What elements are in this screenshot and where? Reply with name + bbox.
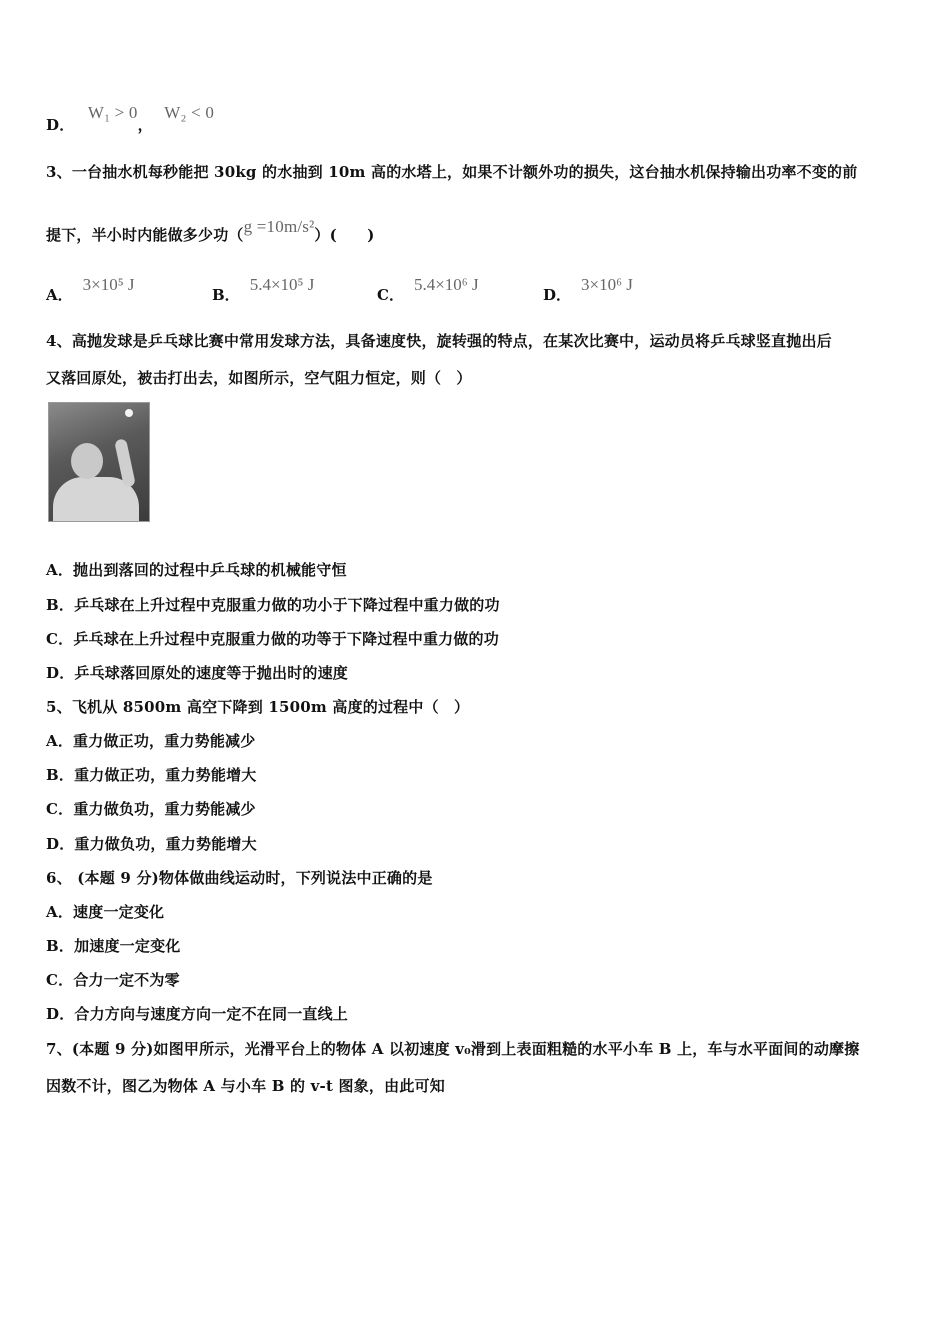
q3-option-d xyxy=(543,275,633,305)
table-tennis-photo xyxy=(48,402,150,522)
q5-option-a: A．重力做正功，重力势能减少 xyxy=(46,732,256,750)
q3-option-d-label: D． xyxy=(543,286,572,304)
q3-stem-math: g =10m/s² xyxy=(243,217,315,236)
q3-option-c-value: 5.4×10⁶ J xyxy=(413,275,479,294)
q3-option-b-label: B． xyxy=(212,286,240,304)
q4-option-a: A．抛出到落回的过程中乒乓球的机械能守恒 xyxy=(46,561,347,579)
q4-option-b: B．乒乓球在上升过程中克服重力做的功小于下降过程中重力做的功 xyxy=(46,596,500,614)
q3-option-b-value: 5.4×10⁵ J xyxy=(249,275,315,294)
q2-option-d-sep: ， xyxy=(137,116,153,134)
q5-stem: 5、飞机从 8500m 高空下降到 1500m 高度的过程中（ ） xyxy=(46,698,470,716)
q6-option-c: C．合力一定不为零 xyxy=(46,971,180,989)
q6-option-b: B．加速度一定变化 xyxy=(46,937,181,955)
q2-option-d-label: D． xyxy=(46,116,75,134)
q3-option-c-label: C． xyxy=(377,286,404,304)
q3-stem-post: ）( ) xyxy=(314,226,375,244)
ping-pong-ball xyxy=(125,409,133,417)
q3-option-a-label: A． xyxy=(46,286,73,304)
q5-option-c: C．重力做负功，重力势能减少 xyxy=(46,800,256,818)
q3-option-b xyxy=(212,275,315,305)
q6-option-d: D．合力方向与速度方向一定不在同一直线上 xyxy=(46,1005,349,1023)
q2-option-d xyxy=(46,103,215,135)
q2-option-d-math2: W₂ < 0 xyxy=(164,103,215,122)
q3-stem-pre: 提下，半小时内能做多少功（ xyxy=(46,226,244,244)
q7-stem-line1: 7、(本题 9 分)如图甲所示，光滑平台上的物体 A 以初速度 v₀滑到上表面粗糙的水平小车 B 上，车与水平面间的动摩擦 xyxy=(46,1040,860,1058)
q3-stem-line1: 3、一台抽水机每秒能把 30kg 的水抽到 10m 高的水塔上，如果不计额外功的损失，这台抽水机保持输出功率不变的前 xyxy=(46,163,858,181)
q3-option-a xyxy=(46,275,135,305)
q6-option-a: A．速度一定变化 xyxy=(46,903,165,921)
q5-option-d: D．重力做负功，重力势能增大 xyxy=(46,835,257,853)
q4-option-c: C．乒乓球在上升过程中克服重力做的功等于下降过程中重力做的功 xyxy=(46,630,499,648)
q2-option-d-math1: W₁ > 0 xyxy=(87,103,138,122)
q3-stem-line2 xyxy=(46,217,375,245)
q4-stem-line2: 又落回原处，被击打出去，如图所示，空气阻力恒定，则（ ） xyxy=(46,369,472,387)
q6-stem: 6、 (本题 9 分)物体做曲线运动时，下列说法中正确的是 xyxy=(46,869,433,887)
q4-stem-line1: 4、高抛发球是乒乓球比赛中常用发球方法，具备速度快，旋转强的特点，在某次比赛中，运动员将乒乓球竖直抛出后 xyxy=(46,332,832,350)
q3-option-c xyxy=(377,275,479,305)
q4-option-d: D．乒乓球落回原处的速度等于抛出时的速度 xyxy=(46,664,349,682)
q3-option-a-value: 3×10⁵ J xyxy=(82,275,135,294)
player-head xyxy=(71,443,103,479)
q7-stem-line2: 因数不计，图乙为物体 A 与小车 B 的 v-t 图象，由此可知 xyxy=(46,1077,445,1095)
q3-option-d-value: 3×10⁶ J xyxy=(581,275,633,294)
q5-option-b: B．重力做正功，重力势能增大 xyxy=(46,766,257,784)
